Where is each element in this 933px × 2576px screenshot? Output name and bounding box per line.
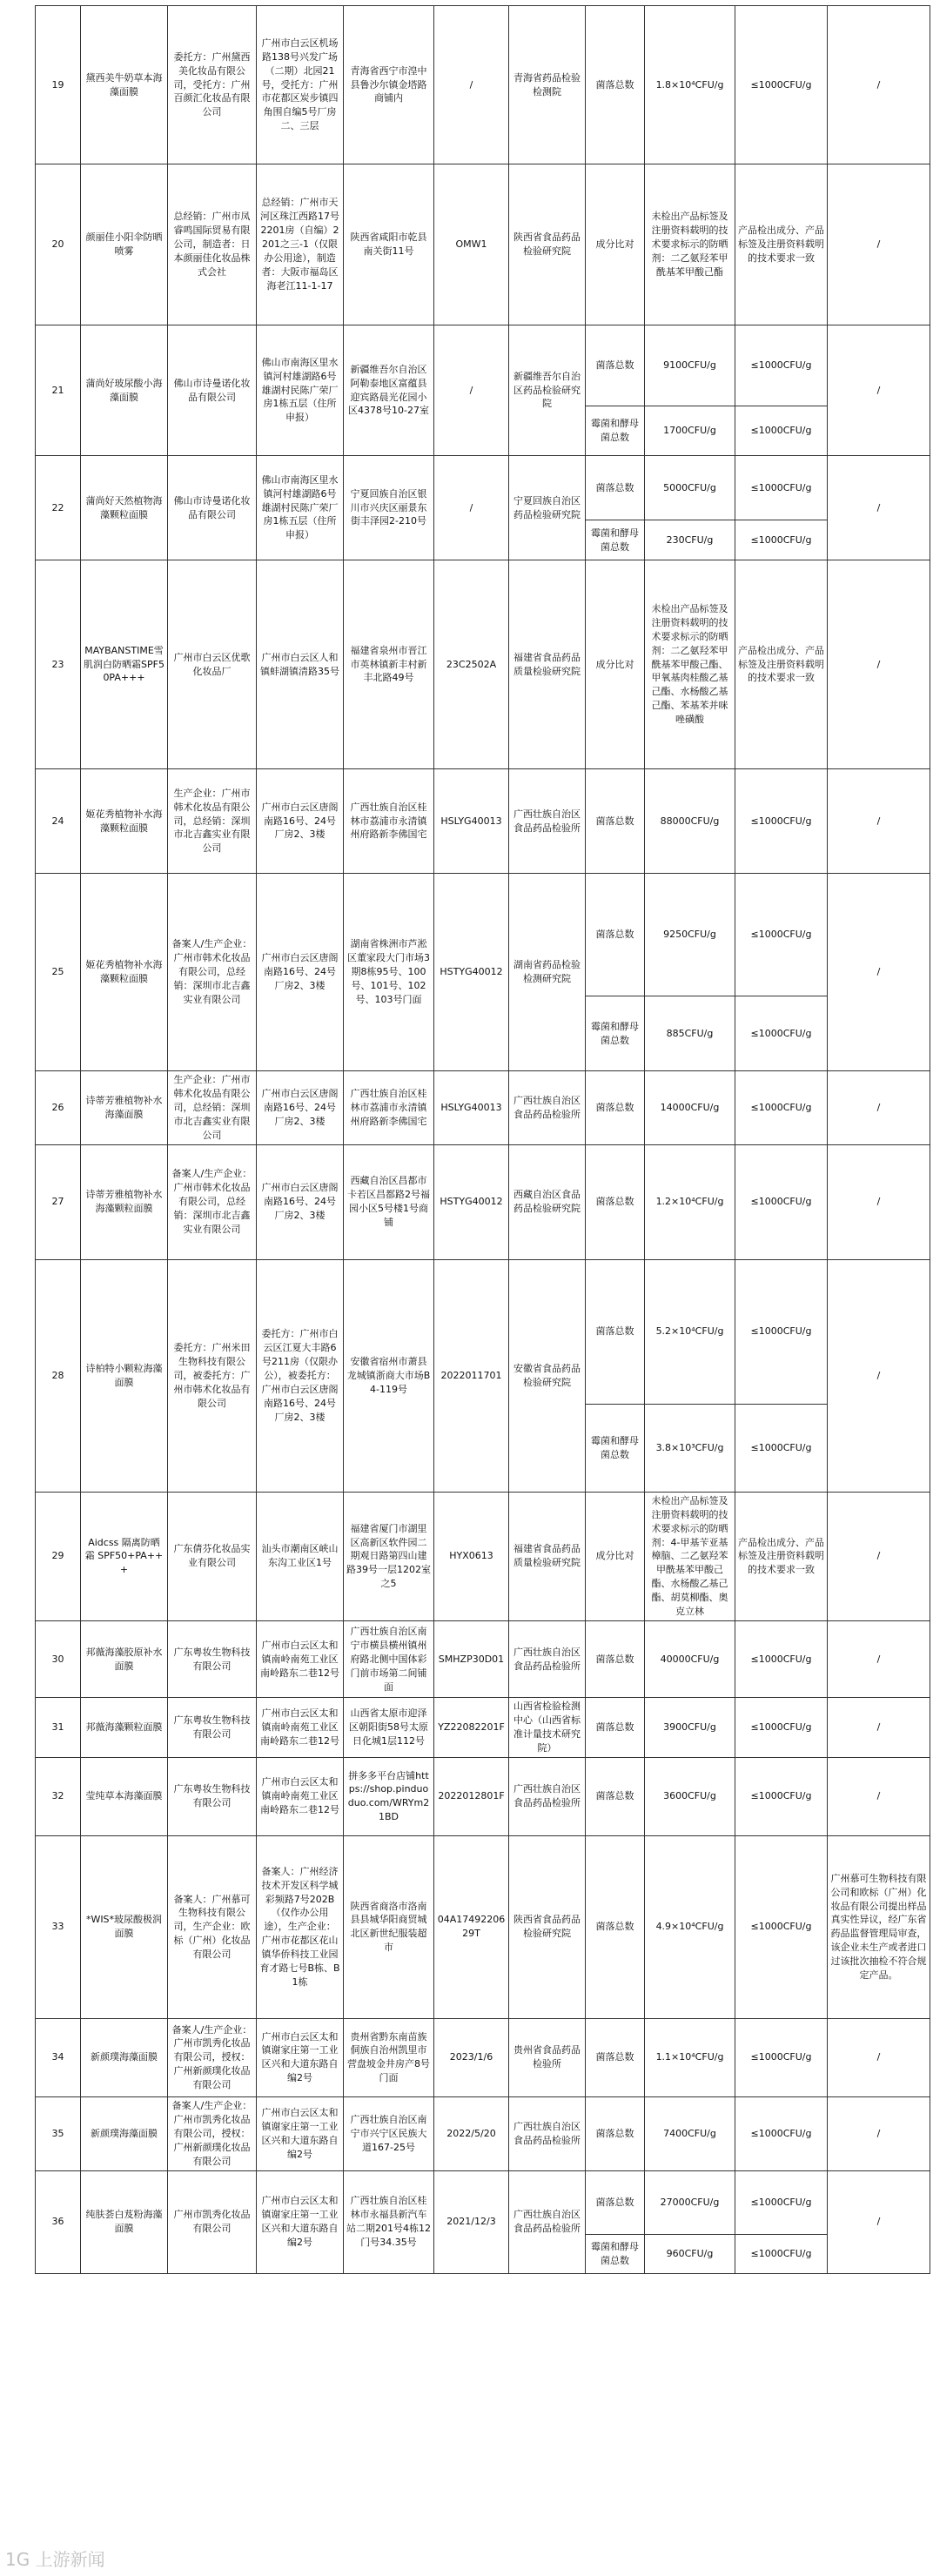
- batch-number: /: [434, 6, 509, 164]
- testing-institution: 广西壮族自治区食品药品检验所: [509, 1621, 586, 1698]
- product-name: MAYBANSTIME雪肌润白防晒霜SPF50PA+++: [81, 560, 168, 769]
- table-row: [36, 2096, 930, 2170]
- company-name: 备案人/生产企业：广州市韩术化妆品有限公司，总经销：深圳市北吉鑫实业有限公司: [168, 1144, 257, 1259]
- test-result: 4.9×10⁴CFU/g: [645, 1835, 735, 2018]
- test-result: 3600CFU/g: [645, 1757, 735, 1835]
- seller-address: 福建省厦门市湖里区高新区软件园二期观日路第四山建路39号一层1202室之5: [344, 1492, 434, 1620]
- company-name: 广东粤妆生物科技有限公司: [168, 1621, 257, 1698]
- row-number: 22: [36, 456, 81, 560]
- company-address: 广州市白云区太和镇南岭南苑工业区南岭路东二巷12号: [257, 1621, 344, 1698]
- table-row: [36, 1071, 930, 1145]
- test-result: 230CFU/g: [645, 520, 735, 560]
- standard-value: ≤1000CFU/g: [735, 1404, 828, 1492]
- company-name: 委托方：广州黛西美化妆品有限公司，受托方：广州百颜汇化妆品有限公司: [168, 6, 257, 164]
- testing-institution: 福建省食品药品质量检验研究院: [509, 560, 586, 769]
- test-result: 1.1×10⁴CFU/g: [645, 2018, 735, 2096]
- test-result: 14000CFU/g: [645, 1071, 735, 1145]
- test-item: 霉菌和酵母菌总数: [586, 520, 645, 560]
- table-row: [36, 1144, 930, 1259]
- test-item: 菌落总数: [586, 1144, 645, 1259]
- test-item: 菌落总数: [586, 6, 645, 164]
- batch-number: 2023/1/6: [434, 2018, 509, 2096]
- table-row: [36, 1835, 930, 2018]
- row-number: 27: [36, 1144, 81, 1259]
- product-name: 姬花秀植物补水海藻颗粒面膜: [81, 769, 168, 874]
- testing-institution: 湖南省药品检验检测研究院: [509, 874, 586, 1071]
- seller-address: 拼多多平台店铺https://shop.pinduoduo.com/WRYm21BD: [344, 1757, 434, 1835]
- company-name: 备案人/生产企业：广州市韩术化妆品有限公司，总经销：深圳市北吉鑫实业有限公司: [168, 874, 257, 1071]
- row-number: 26: [36, 1071, 81, 1145]
- row-number: 33: [36, 1835, 81, 2018]
- product-name: 莹纯草本海藻面膜: [81, 1757, 168, 1835]
- row-number: 20: [36, 164, 81, 325]
- inspection-results-table: [35, 5, 930, 2274]
- standard-value: ≤1000CFU/g: [735, 1144, 828, 1259]
- company-address: 广州市白云区太和镇谢家庄第一工业区兴和大道东路自编2号: [257, 2018, 344, 2096]
- test-item: 菌落总数: [586, 2170, 645, 2234]
- seller-address: 山西省太原市迎泽区朝阳街58号太原日化城1层112号: [344, 1698, 434, 1758]
- testing-institution: 山西省检验检测中心（山西省标准计量技术研究院）: [509, 1698, 586, 1758]
- product-name: *WIS*玻尿酸极润面膜: [81, 1835, 168, 2018]
- table-row: [36, 164, 930, 325]
- company-address: 广州市白云区唐阁南路16号、24号厂房2、3楼: [257, 874, 344, 1071]
- test-result: 3.8×10³CFU/g: [645, 1404, 735, 1492]
- test-item: 霉菌和酵母菌总数: [586, 2234, 645, 2273]
- test-result: 885CFU/g: [645, 996, 735, 1071]
- row-number: 19: [36, 6, 81, 164]
- seller-address: 广西壮族自治区桂林市荔浦市永清镇州府路新李佛国宅: [344, 769, 434, 874]
- standard-value: 产品检出成分、产品标签及注册资料载明的技术要求一致: [735, 560, 828, 769]
- table-row: [36, 2018, 930, 2096]
- product-name: 邦薇海藻颗粒面膜: [81, 1698, 168, 1758]
- product-name: 姬花秀植物补水海藻颗粒面膜: [81, 874, 168, 1071]
- batch-number: 2022/5/20: [434, 2096, 509, 2170]
- batch-number: HYX0613: [434, 1492, 509, 1620]
- product-name: 新颜璞海藻面膜: [81, 2096, 168, 2170]
- standard-value: ≤1000CFU/g: [735, 874, 828, 996]
- testing-institution: 陕西省食品药品检验研究院: [509, 1835, 586, 2018]
- company-address: 广州市白云区唐阁南路16号、24号厂房2、3楼: [257, 1071, 344, 1145]
- company-address: 委托方：广州市白云区江夏大丰路6号211房（仅限办公），被委托方：广州市白云区唐阁南路16号、24号厂房2、3楼: [257, 1259, 344, 1492]
- company-name: 佛山市诗曼诺化妆品有限公司: [168, 325, 257, 456]
- test-item: 菌落总数: [586, 2018, 645, 2096]
- test-item: 菌落总数: [586, 1621, 645, 1698]
- test-result: 7400CFU/g: [645, 2096, 735, 2170]
- table-row: [36, 1492, 930, 1620]
- test-result: 9100CFU/g: [645, 325, 735, 406]
- product-name: 邦薇海藻胶原补水面膜: [81, 1621, 168, 1698]
- test-item: 菌落总数: [586, 1259, 645, 1404]
- test-result: 未检出产品标签及注册资料载明的技术要求标示的防晒剂：二乙氨羟苯甲酰基苯甲酸己酯、甲氧基肉桂酸乙基己酯、水杨酸乙基己酯、苯基苯并咪唑磺酸: [645, 560, 735, 769]
- row-number: 21: [36, 325, 81, 456]
- company-name: 备案人/生产企业：广州市凯秀化妆品有限公司，授权：广州新颜璞化妆品有限公司: [168, 2018, 257, 2096]
- test-item: 菌落总数: [586, 456, 645, 520]
- standard-value: ≤1000CFU/g: [735, 2018, 828, 2096]
- seller-address: 陕西省咸阳市乾县南关街11号: [344, 164, 434, 325]
- batch-number: 23C2502A: [434, 560, 509, 769]
- remark: /: [828, 1259, 930, 1492]
- standard-value: ≤1000CFU/g: [735, 2234, 828, 2273]
- testing-institution: 安徽省食品药品检验研究院: [509, 1259, 586, 1492]
- batch-number: 04A1749220629T: [434, 1835, 509, 2018]
- row-number: 24: [36, 769, 81, 874]
- table-row: [36, 560, 930, 769]
- row-number: 35: [36, 2096, 81, 2170]
- seller-address: 西藏自治区昌都市卡若区昌都路2号福园小区5号楼1号商铺: [344, 1144, 434, 1259]
- testing-institution: 广西壮族自治区食品药品检验所: [509, 2170, 586, 2273]
- test-result: 3900CFU/g: [645, 1698, 735, 1758]
- standard-value: ≤1000CFU/g: [735, 996, 828, 1071]
- table-row: [36, 2170, 930, 2234]
- product-name: 黛西美牛奶草本海藻面膜: [81, 6, 168, 164]
- test-result: 5000CFU/g: [645, 456, 735, 520]
- company-address: 总经销：广州市天河区珠江西路17号2201房（自编）2201之三-1（仅限办公用途），制造者：大阪市福岛区海老江11-1-17: [257, 164, 344, 325]
- product-name: 纯肤荟白芨粉海藻面膜: [81, 2170, 168, 2273]
- row-number: 29: [36, 1492, 81, 1620]
- test-item: 菌落总数: [586, 1698, 645, 1758]
- company-address: 广州市白云区太和镇南岭南苑工业区南岭路东二巷12号: [257, 1698, 344, 1758]
- company-address: 汕头市潮南区峡山东沟工业区1号: [257, 1492, 344, 1620]
- testing-institution: 广西壮族自治区食品药品检验所: [509, 769, 586, 874]
- batch-number: OMW1: [434, 164, 509, 325]
- batch-number: /: [434, 325, 509, 456]
- testing-institution: 广西壮族自治区食品药品检验所: [509, 1757, 586, 1835]
- standard-value: ≤1000CFU/g: [735, 2096, 828, 2170]
- batch-number: SMHZP30D01: [434, 1621, 509, 1698]
- product-name: 蒲尚好玻尿酸小海藻面膜: [81, 325, 168, 456]
- company-name: 广东倩芬化妆品实业有限公司: [168, 1492, 257, 1620]
- remark: /: [828, 456, 930, 560]
- test-result: 1.2×10⁴CFU/g: [645, 1144, 735, 1259]
- company-address: 广州市白云区人和镇蚌湖镇清路35号: [257, 560, 344, 769]
- table-row: [36, 1698, 930, 1758]
- table-row: [36, 874, 930, 996]
- seller-address: 广西壮族自治区桂林市荔浦市永清镇州府路新李佛国宅: [344, 1071, 434, 1145]
- testing-institution: 青海省药品检验检测院: [509, 6, 586, 164]
- seller-address: 湖南省株洲市芦淞区董家段大门市场3期8栋95号、100号、101号、102号、103号门面: [344, 874, 434, 1071]
- seller-address: 安徽省宿州市萧县龙城镇浙商大市场B4-119号: [344, 1259, 434, 1492]
- remark: 广州慕可生物科技有限公司和欧标（广州）化妆品有限公司提出样品真实性异议，经广东省药品监督管理局审查，该企业未生产或者进口过该批次抽检不符合规定产品。: [828, 1835, 930, 2018]
- company-name: 委托方：广州米田生物科技有限公司，被委托方：广州市韩术化妆品有限公司: [168, 1259, 257, 1492]
- seller-address: 宁夏回族自治区银川市兴庆区丽景东街丰泽园2-210号: [344, 456, 434, 560]
- testing-institution: 广西壮族自治区食品药品检验所: [509, 1071, 586, 1145]
- remark: /: [828, 1757, 930, 1835]
- table-row: [36, 769, 930, 874]
- batch-number: 2022012801F: [434, 1757, 509, 1835]
- company-address: 佛山市南海区里水镇河村雄湖路6号雄湖村民陈广荣厂房1栋五层（住所申报）: [257, 325, 344, 456]
- testing-institution: 宁夏回族自治区药品检验研究院: [509, 456, 586, 560]
- seller-address: 广西壮族自治区桂林市永福县新汽车站二期201号4栋12门号34.35号: [344, 2170, 434, 2273]
- product-name: 新颜璞海藻面膜: [81, 2018, 168, 2096]
- remark: /: [828, 6, 930, 164]
- batch-number: 2021/12/3: [434, 2170, 509, 2273]
- batch-number: HSLYG40013: [434, 1071, 509, 1145]
- company-address: 备案人：广州经济技术开发区科学城彩频路7号202B（仅作办公用途），生产企业：广州市花都区花山镇华侨科技工业园育才路七号B栋、B1栋: [257, 1835, 344, 2018]
- test-item: 霉菌和酵母菌总数: [586, 406, 645, 456]
- company-name: 备案人/生产企业：广州市凯秀化妆品有限公司，授权：广州新颜璞化妆品有限公司: [168, 2096, 257, 2170]
- standard-value: 产品检出成分、产品标签及注册资料载明的技术要求一致: [735, 1492, 828, 1620]
- company-name: 备案人：广州慕可生物科技有限公司，生产企业：欧标（广州）化妆品有限公司: [168, 1835, 257, 2018]
- test-item: 菌落总数: [586, 325, 645, 406]
- testing-institution: 福建省食品药品质量检验研究院: [509, 1492, 586, 1620]
- company-name: 生产企业：广州市韩术化妆品有限公司，总经销：深圳市北吉鑫实业有限公司: [168, 769, 257, 874]
- standard-value: ≤1000CFU/g: [735, 2170, 828, 2234]
- company-address: 广州市白云区太和镇南岭南苑工业区南岭路东二巷12号: [257, 1757, 344, 1835]
- test-item: 成分比对: [586, 560, 645, 769]
- batch-number: 2022011701: [434, 1259, 509, 1492]
- table-row: [36, 1757, 930, 1835]
- test-item: 菌落总数: [586, 2096, 645, 2170]
- remark: /: [828, 2018, 930, 2096]
- test-item: 菌落总数: [586, 1757, 645, 1835]
- remark: /: [828, 2170, 930, 2273]
- test-result: 88000CFU/g: [645, 769, 735, 874]
- test-result: 5.2×10⁴CFU/g: [645, 1259, 735, 1404]
- batch-number: HSTYG40012: [434, 1144, 509, 1259]
- remark: /: [828, 874, 930, 1071]
- test-result: 40000CFU/g: [645, 1621, 735, 1698]
- company-name: 广州市凯秀化妆品有限公司: [168, 2170, 257, 2273]
- company-address: 广州市白云区机场路138号兴发广场（二期）北园21号，受托方：广州市花都区炭步镇四角围自编5号厂房二、三层: [257, 6, 344, 164]
- standard-value: ≤1000CFU/g: [735, 769, 828, 874]
- test-item: 菌落总数: [586, 1071, 645, 1145]
- standard-value: ≤1000CFU/g: [735, 325, 828, 406]
- seller-address: 福建省泉州市晋江市英林镇新丰村新丰北路49号: [344, 560, 434, 769]
- standard-value: ≤1000CFU/g: [735, 1071, 828, 1145]
- test-item: 菌落总数: [586, 874, 645, 996]
- product-name: 诗柏特小颗粒海藻面膜: [81, 1259, 168, 1492]
- seller-address: 广西壮族自治区南宁市兴宁区民族大道167-25号: [344, 2096, 434, 2170]
- test-result: 未检出产品标签及注册资料载明的技术要求标示的防晒剂：4-甲基苄亚基樟脑、二乙氨羟苯甲酰基苯甲酸己酯、水杨酸乙基己酯、胡莫柳酯、奥克立林: [645, 1492, 735, 1620]
- seller-address: 贵州省黔东南苗族侗族自治州凯里市营盘坡金井房产8号门面: [344, 2018, 434, 2096]
- seller-address: 广西壮族自治区南宁市横县横州镇州府路北侧中国体彩门前市场第二间铺面: [344, 1621, 434, 1698]
- company-name: 佛山市诗曼诺化妆品有限公司: [168, 456, 257, 560]
- test-item: 菌落总数: [586, 1835, 645, 2018]
- test-item: 霉菌和酵母菌总数: [586, 1404, 645, 1492]
- batch-number: HSLYG40013: [434, 769, 509, 874]
- company-address: 广州市白云区太和镇谢家庄第一工业区兴和大道东路自编2号: [257, 2170, 344, 2273]
- seller-address: 青海省西宁市湟中县鲁沙尔镇金塔路商铺内: [344, 6, 434, 164]
- standard-value: ≤1000CFU/g: [735, 1835, 828, 2018]
- standard-value: ≤1000CFU/g: [735, 406, 828, 456]
- standard-value: ≤1000CFU/g: [735, 1259, 828, 1404]
- remark: /: [828, 164, 930, 325]
- testing-institution: 贵州省食品药品检验所: [509, 2018, 586, 2096]
- table-row: [36, 325, 930, 406]
- company-address: 广州市白云区太和镇谢家庄第一工业区兴和大道东路自编2号: [257, 2096, 344, 2170]
- testing-institution: 新疆维吾尔自治区药品检验研究院: [509, 325, 586, 456]
- company-address: 广州市白云区唐阁南路16号、24号厂房2、3楼: [257, 1144, 344, 1259]
- test-item: 菌落总数: [586, 769, 645, 874]
- standard-value: ≤1000CFU/g: [735, 6, 828, 164]
- row-number: 36: [36, 2170, 81, 2273]
- test-item: 成分比对: [586, 164, 645, 325]
- test-item: 霉菌和酵母菌总数: [586, 996, 645, 1071]
- row-number: 25: [36, 874, 81, 1071]
- remark: /: [828, 769, 930, 874]
- company-name: 生产企业：广州市韩术化妆品有限公司，总经销：深圳市北吉鑫实业有限公司: [168, 1071, 257, 1145]
- batch-number: YZ22082201F: [434, 1698, 509, 1758]
- row-number: 28: [36, 1259, 81, 1492]
- test-item: 成分比对: [586, 1492, 645, 1620]
- remark: /: [828, 1492, 930, 1620]
- test-result: 1.8×10⁴CFU/g: [645, 6, 735, 164]
- company-name: 广东粤妆生物科技有限公司: [168, 1698, 257, 1758]
- table-row: [36, 1621, 930, 1698]
- standard-value: ≤1000CFU/g: [735, 1698, 828, 1758]
- batch-number: /: [434, 456, 509, 560]
- product-name: 诗蒂芳雅植物补水海藻面膜: [81, 1071, 168, 1145]
- testing-institution: 广西壮族自治区食品药品检验所: [509, 2096, 586, 2170]
- table-body: [36, 6, 930, 2274]
- remark: /: [828, 1621, 930, 1698]
- table-row: [36, 456, 930, 520]
- table-row: [36, 1259, 930, 1404]
- remark: /: [828, 1698, 930, 1758]
- remark: /: [828, 2096, 930, 2170]
- product-name: Aidcss 隔离防晒霜 SPF50+PA+++: [81, 1492, 168, 1620]
- remark: /: [828, 560, 930, 769]
- batch-number: HSTYG40012: [434, 874, 509, 1071]
- company-name: 广东粤妆生物科技有限公司: [168, 1757, 257, 1835]
- test-result: 未检出产品标签及注册资料载明的技术要求标示的防晒剂：二乙氨羟苯甲酰基苯甲酸己酯: [645, 164, 735, 325]
- testing-institution: 陕西省食品药品检验研究院: [509, 164, 586, 325]
- remark: /: [828, 1144, 930, 1259]
- company-name: 广州市白云区优歌化妆品厂: [168, 560, 257, 769]
- testing-institution: 西藏自治区食品药品检验研究院: [509, 1144, 586, 1259]
- product-name: 颜丽佳小阳伞防晒喷雾: [81, 164, 168, 325]
- seller-address: 陕西省商洛市洛南县县城华阳商贸城北区新世纪服装超市: [344, 1835, 434, 2018]
- row-number: 32: [36, 1757, 81, 1835]
- test-result: 27000CFU/g: [645, 2170, 735, 2234]
- product-name: 诗蒂芳雅植物补水海藻颗粒面膜: [81, 1144, 168, 1259]
- remark: /: [828, 325, 930, 456]
- row-number: 34: [36, 2018, 81, 2096]
- row-number: 23: [36, 560, 81, 769]
- standard-value: ≤1000CFU/g: [735, 456, 828, 520]
- standard-value: 产品检出成分、产品标签及注册资料载明的技术要求一致: [735, 164, 828, 325]
- row-number: 31: [36, 1698, 81, 1758]
- standard-value: ≤1000CFU/g: [735, 520, 828, 560]
- test-result: 1700CFU/g: [645, 406, 735, 456]
- company-address: 广州市白云区唐阁南路16号、24号厂房2、3楼: [257, 769, 344, 874]
- watermark: 1G 上游新闻: [5, 2549, 105, 2570]
- remark: /: [828, 1071, 930, 1145]
- company-address: 佛山市南海区里水镇河村雄湖路6号雄湖村民陈广荣厂房1栋五层（住所申报）: [257, 456, 344, 560]
- standard-value: ≤1000CFU/g: [735, 1621, 828, 1698]
- standard-value: ≤1000CFU/g: [735, 1757, 828, 1835]
- company-name: 总经销：广州市凤睿鸣国际贸易有限公司，制造者：日本颜丽佳化妆品株式会社: [168, 164, 257, 325]
- test-result: 9250CFU/g: [645, 874, 735, 996]
- seller-address: 新疆维吾尔自治区阿勒泰地区富蕴县迎宾路晨光花园小区4378号10-27室: [344, 325, 434, 456]
- table-row: [36, 6, 930, 164]
- product-name: 蒲尚好天然植物海藻颗粒面膜: [81, 456, 168, 560]
- test-result: 960CFU/g: [645, 2234, 735, 2273]
- row-number: 30: [36, 1621, 81, 1698]
